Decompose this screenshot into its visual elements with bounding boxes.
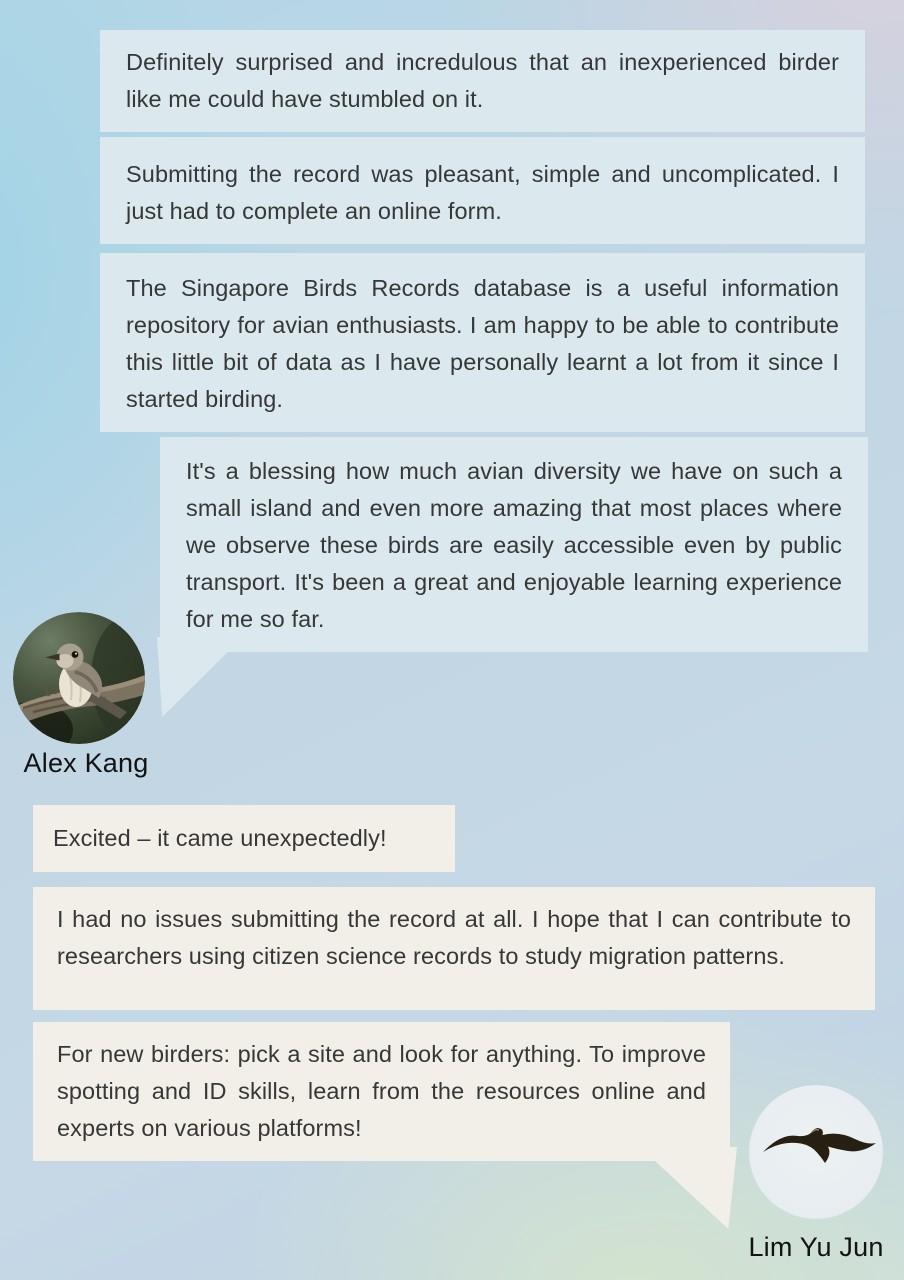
speech-bubble-tail-alex	[157, 637, 243, 717]
speech-bubble-alex-2: Submitting the record was pleasant, simple and uncomplicated. I just had to complete an online form.	[100, 137, 865, 244]
speech-bubble-alex-4: It's a blessing how much avian diversity we have on such a small island and even more amazing that most places where we observe these birds are easily accessible even by public transport. It's been a great and enjoyable learning experience for me so far.	[160, 437, 868, 652]
speech-bubble-lim-3: For new birders: pick a site and look for anything. To improve spotting and ID skills, learn from the resources online and experts on various platforms!	[33, 1022, 730, 1161]
person-name-lim-yu-jun: Lim Yu Jun	[748, 1232, 884, 1262]
person-name-alex-kang: Alex Kang	[23, 748, 149, 778]
speech-bubble-lim-2: I had no issues submitting the record at all. I hope that I can contribute to researchers using citizen science records to study migration patterns.	[33, 887, 875, 1010]
avatar-lim-yu-jun	[749, 1085, 883, 1219]
flying-bird-photo	[749, 1085, 883, 1219]
speech-bubble-alex-1: Definitely surprised and incredulous that an inexperienced birder like me could have stumbled on it.	[100, 30, 865, 132]
speech-bubble-alex-3: The Singapore Birds Records database is a useful information repository for avian enthusiasts. I am happy to be able to contribute this little bit of data as I have personally learnt a lot from it since I started birding.	[100, 253, 865, 432]
avatar-alex-kang	[13, 612, 145, 744]
perched-bird-photo	[13, 612, 145, 744]
speech-bubble-tail-lim	[640, 1147, 737, 1229]
speech-bubble-lim-1: Excited – it came unexpectedly!	[33, 805, 455, 872]
